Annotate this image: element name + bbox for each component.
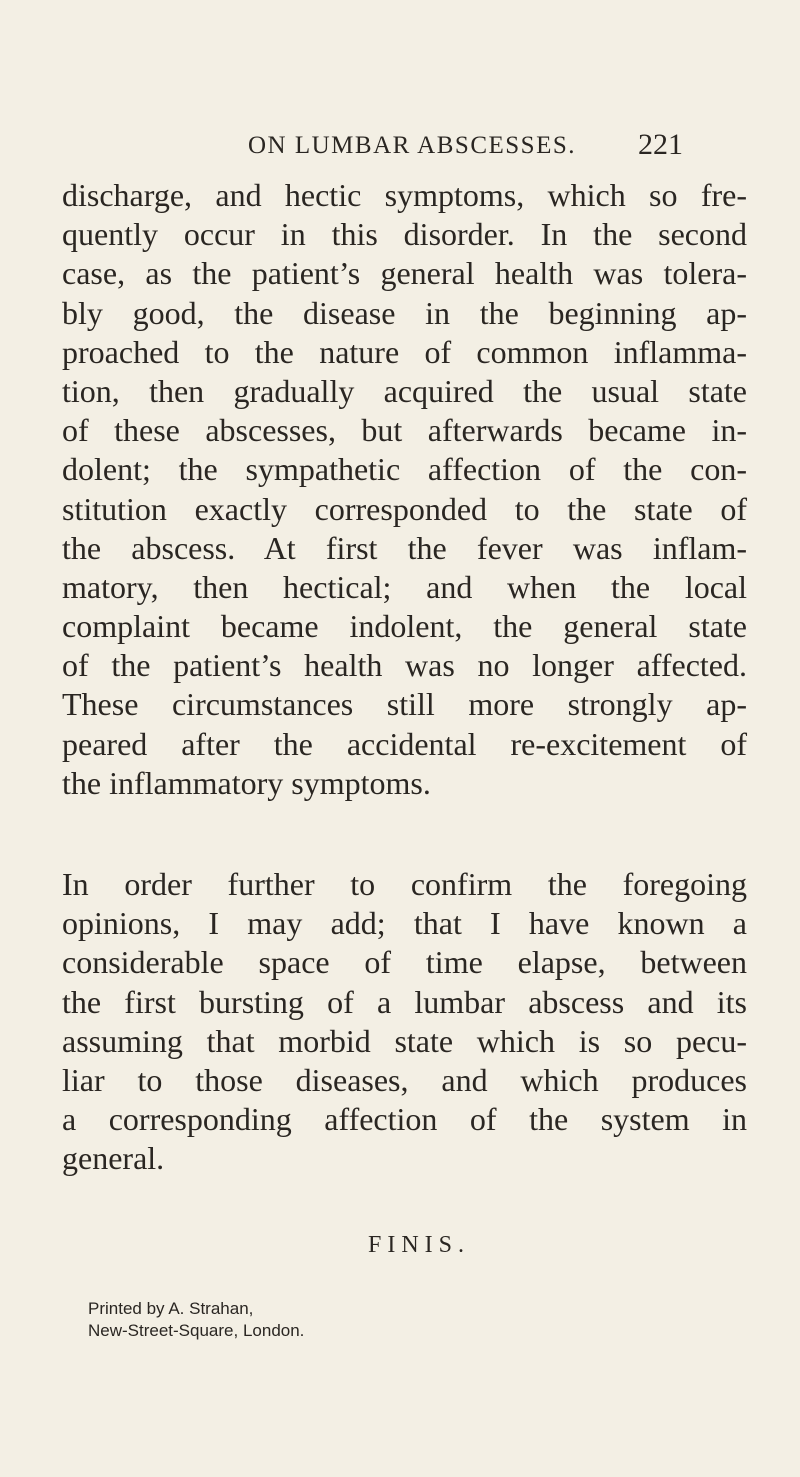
text-line: complaint became indolent, the general state — [62, 608, 747, 645]
text-line: of the patient’s health was no longer affected. — [62, 647, 747, 684]
text-line: considerable space of time elapse, between — [62, 944, 747, 981]
text-line: of these abscesses, but afterwards became in- — [62, 412, 747, 449]
text-line: discharge, and hectic symptoms, which so fre- — [62, 177, 747, 213]
paragraph-1 — [62, 176, 747, 803]
text-line: peared after the accidental re-excitement of — [62, 725, 747, 762]
text-line: a corresponding affection of the system in — [62, 1101, 747, 1138]
text-line: bly good, the disease in the beginning ap- — [62, 294, 747, 331]
text-line: proached to the nature of common inflamma- — [62, 333, 747, 370]
finis-mark: FINIS. — [368, 1232, 471, 1258]
text-line: In order further to confirm the foregoing — [62, 866, 747, 902]
text-line: the first bursting of a lumbar abscess and its — [62, 983, 747, 1020]
text-line: liar to those diseases, and which produces — [62, 1061, 747, 1098]
running-title: ON LUMBAR ABSCESSES. — [248, 132, 576, 159]
imprint-line: Printed by A. Strahan, — [88, 1299, 254, 1318]
text-line: tion, then gradually acquired the usual state — [62, 372, 747, 409]
paragraph-2 — [62, 865, 747, 1179]
text-line: These circumstances still more strongly ap- — [62, 686, 747, 723]
text-line: stitution exactly corresponded to the state of — [62, 490, 747, 527]
text-line: opinions, I may add; that I have known a — [62, 905, 747, 942]
text-line: general. — [62, 1140, 165, 1177]
text-line: matory, then hectical; and when the local — [62, 568, 747, 605]
text-line: case, as the patient’s general health was tolera- — [62, 255, 747, 292]
imprint-line: New-Street-Square, London. — [88, 1321, 305, 1340]
text-line: the inflammatory symptoms. — [62, 764, 431, 801]
text-line: quently occur in this disorder. In the second — [62, 216, 747, 253]
printer-imprint — [88, 1298, 304, 1342]
running-head — [0, 128, 800, 172]
text-line: dolent; the sympathetic affection of the con- — [62, 451, 747, 488]
text-line: the abscess. At first the fever was inflam- — [62, 529, 747, 566]
text-line: assuming that morbid state which is so pecu- — [62, 1022, 747, 1059]
page-number: 221 — [638, 128, 683, 161]
